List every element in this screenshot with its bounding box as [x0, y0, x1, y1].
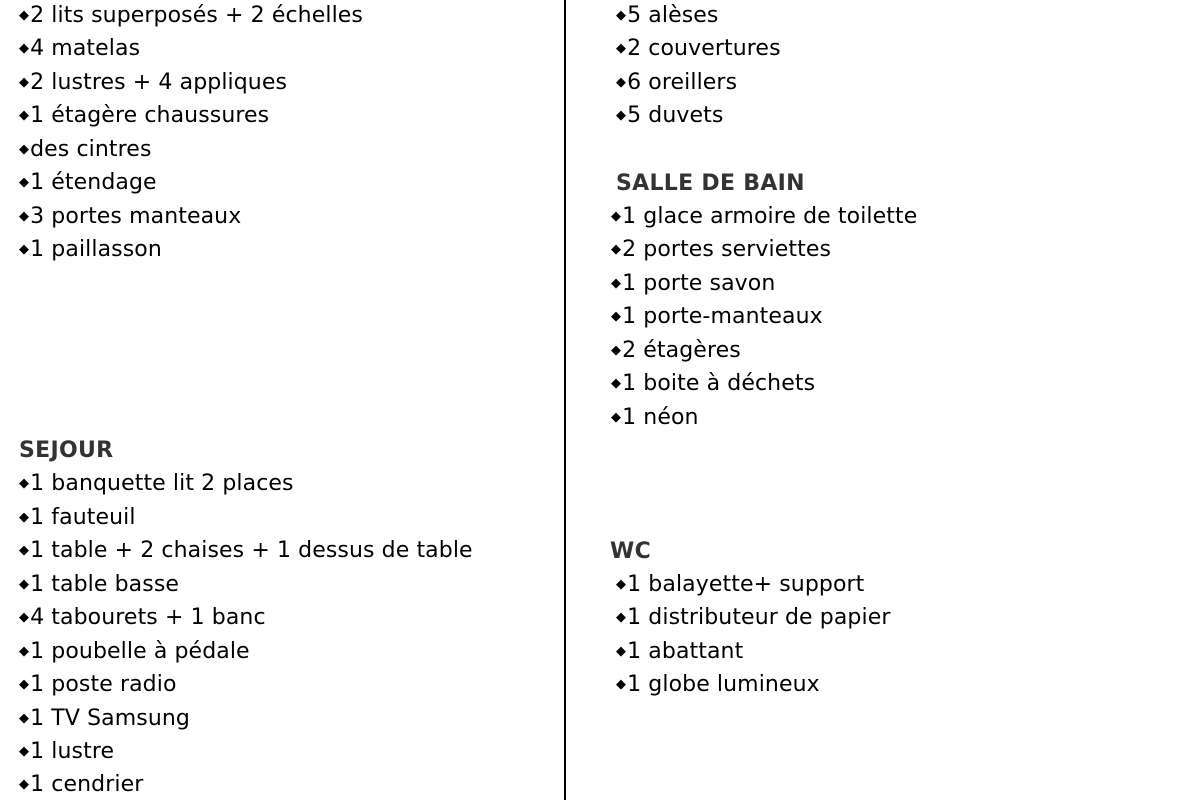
diamond-bullet-icon: ◆	[611, 309, 622, 325]
diamond-bullet-icon: ◆	[19, 543, 30, 559]
diamond-bullet-icon: ◆	[19, 208, 30, 224]
list-item: ◆1 table + 2 chaises + 1 dessus de table	[19, 534, 473, 567]
list-item: ◆4 matelas	[19, 32, 363, 65]
list-item: ◆1 paillasson	[19, 233, 363, 266]
list-item: ◆1 globe lumineux	[616, 668, 890, 701]
diamond-bullet-icon: ◆	[616, 8, 627, 23]
diamond-bullet-icon: ◆	[19, 141, 30, 157]
list-item: ◆6 oreillers	[616, 66, 781, 99]
sejour-heading: SEJOUR	[19, 438, 114, 463]
diamond-bullet-icon: ◆	[616, 577, 627, 592]
diamond-bullet-icon: ◆	[616, 610, 627, 626]
list-item: ◆1 table basse	[19, 568, 473, 601]
list-item: ◆des cintres	[19, 133, 363, 166]
diamond-bullet-icon: ◆	[19, 509, 30, 525]
diamond-bullet-icon: ◆	[19, 777, 30, 793]
list-item: ◆1 distributeur de papier	[616, 601, 890, 634]
list-item: ◆2 étagères	[611, 334, 917, 367]
diamond-bullet-icon: ◆	[611, 409, 622, 425]
diamond-bullet-icon: ◆	[616, 108, 627, 124]
diamond-bullet-icon: ◆	[19, 108, 30, 124]
salle-de-bain-section	[611, 200, 917, 434]
list-item: ◆5 duvets	[616, 99, 781, 132]
list-item: ◆3 portes manteaux	[19, 200, 363, 233]
diamond-bullet-icon: ◆	[616, 643, 627, 659]
right-top-list	[616, 0, 781, 133]
diamond-bullet-icon: ◆	[19, 41, 30, 57]
diamond-bullet-icon: ◆	[19, 476, 30, 492]
diamond-bullet-icon: ◆	[19, 74, 30, 90]
diamond-bullet-icon: ◆	[19, 677, 30, 693]
list-item: ◆1 poste radio	[19, 668, 473, 701]
list-item: ◆1 boite à déchets	[611, 367, 917, 400]
sejour-section	[19, 434, 473, 802]
diamond-bullet-icon: ◆	[19, 610, 30, 626]
diamond-bullet-icon: ◆	[19, 643, 30, 659]
list-item: ◆2 portes serviettes	[611, 233, 917, 266]
list-item: ◆2 couvertures	[616, 32, 781, 65]
list-item: ◆1 cendrier	[19, 768, 473, 801]
diamond-bullet-icon: ◆	[611, 342, 622, 358]
diamond-bullet-icon: ◆	[616, 677, 627, 693]
diamond-bullet-icon: ◆	[19, 743, 30, 759]
list-item: ◆5 alèses	[616, 0, 781, 32]
list-item: ◆1 glace armoire de toilette	[611, 200, 917, 233]
diamond-bullet-icon: ◆	[611, 242, 622, 258]
diamond-bullet-icon: ◆	[19, 576, 30, 592]
list-item: ◆1 lustre	[19, 735, 473, 768]
diamond-bullet-icon: ◆	[616, 41, 627, 57]
list-item: ◆1 banquette lit 2 places	[19, 467, 473, 500]
diamond-bullet-icon: ◆	[611, 209, 622, 224]
salle-de-bain-heading: SALLE DE BAIN	[616, 171, 805, 196]
list-item: ◆1 étendage	[19, 166, 363, 199]
diamond-bullet-icon: ◆	[611, 376, 622, 392]
wc-section	[616, 568, 890, 702]
column-divider	[564, 0, 566, 800]
left-top-list	[19, 0, 363, 267]
diamond-bullet-icon: ◆	[611, 275, 622, 291]
diamond-bullet-icon: ◆	[19, 8, 30, 23]
list-item: ◆1 poubelle à pédale	[19, 635, 473, 668]
list-item: ◆1 fauteuil	[19, 501, 473, 534]
diamond-bullet-icon: ◆	[19, 710, 30, 726]
diamond-bullet-icon: ◆	[19, 175, 30, 191]
list-item: ◆1 balayette+ support	[616, 568, 890, 601]
wc-heading: WC	[610, 539, 652, 564]
list-item: ◆1 porte-manteaux	[611, 300, 917, 333]
list-item: ◆1 néon	[611, 401, 917, 434]
list-item: ◆2 lits superposés + 2 échelles	[19, 0, 363, 32]
diamond-bullet-icon: ◆	[19, 242, 30, 258]
list-item: ◆1 abattant	[616, 635, 890, 668]
diamond-bullet-icon: ◆	[616, 74, 627, 90]
list-item: ◆1 étagère chaussures	[19, 99, 363, 132]
list-item: ◆1 TV Samsung	[19, 702, 473, 735]
list-item: ◆2 lustres + 4 appliques	[19, 66, 363, 99]
list-item: ◆4 tabourets + 1 banc	[19, 601, 473, 634]
list-item: ◆1 porte savon	[611, 267, 917, 300]
